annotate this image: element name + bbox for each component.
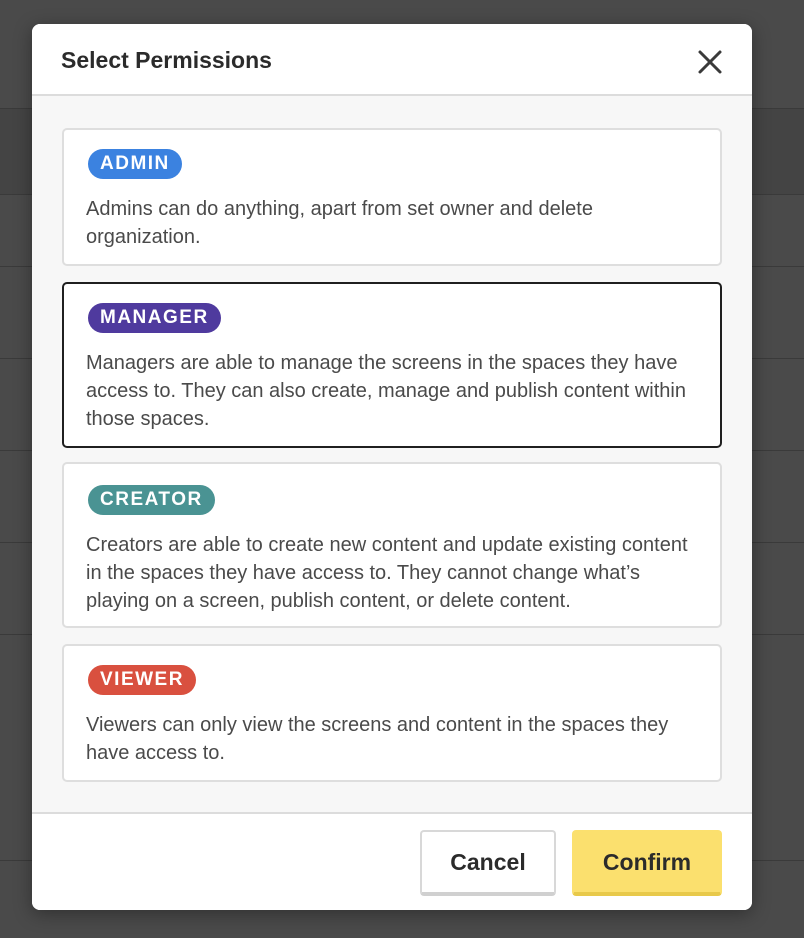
permission-badge-viewer: VIEWER — [88, 665, 196, 695]
select-permissions-dialog — [32, 24, 752, 910]
permission-option-admin[interactable] — [62, 128, 722, 266]
permission-description-admin: Admins can do anything, apart from set owner and delete organization. — [86, 198, 593, 248]
permission-option-creator[interactable] — [62, 462, 722, 628]
permission-option-viewer[interactable] — [62, 644, 722, 782]
permission-description-viewer: Viewers can only view the screens and content in the spaces they have access to. — [86, 714, 669, 764]
permission-description-creator: Creators are able to create new content and update existing content in the spaces they have access to. They cannot change what’s playing on a screen, publish content, or delete content. — [86, 534, 688, 612]
close-icon — [694, 46, 726, 78]
dialog-footer — [32, 812, 752, 910]
permission-option-manager[interactable] — [62, 282, 722, 448]
permission-badge-manager: MANAGER — [88, 303, 221, 333]
close-button[interactable] — [694, 46, 726, 78]
dialog-header — [32, 24, 752, 96]
dialog-title: Select Permissions — [61, 47, 272, 73]
permission-badge-creator: CREATOR — [88, 485, 215, 515]
permission-description-manager: Managers are able to manage the screens in the spaces they have access to. They can also create, manage and publish content within those spaces. — [86, 352, 686, 430]
permission-badge-admin: ADMIN — [88, 149, 182, 179]
confirm-button[interactable]: Confirm — [572, 830, 722, 896]
cancel-button[interactable]: Cancel — [420, 830, 556, 896]
